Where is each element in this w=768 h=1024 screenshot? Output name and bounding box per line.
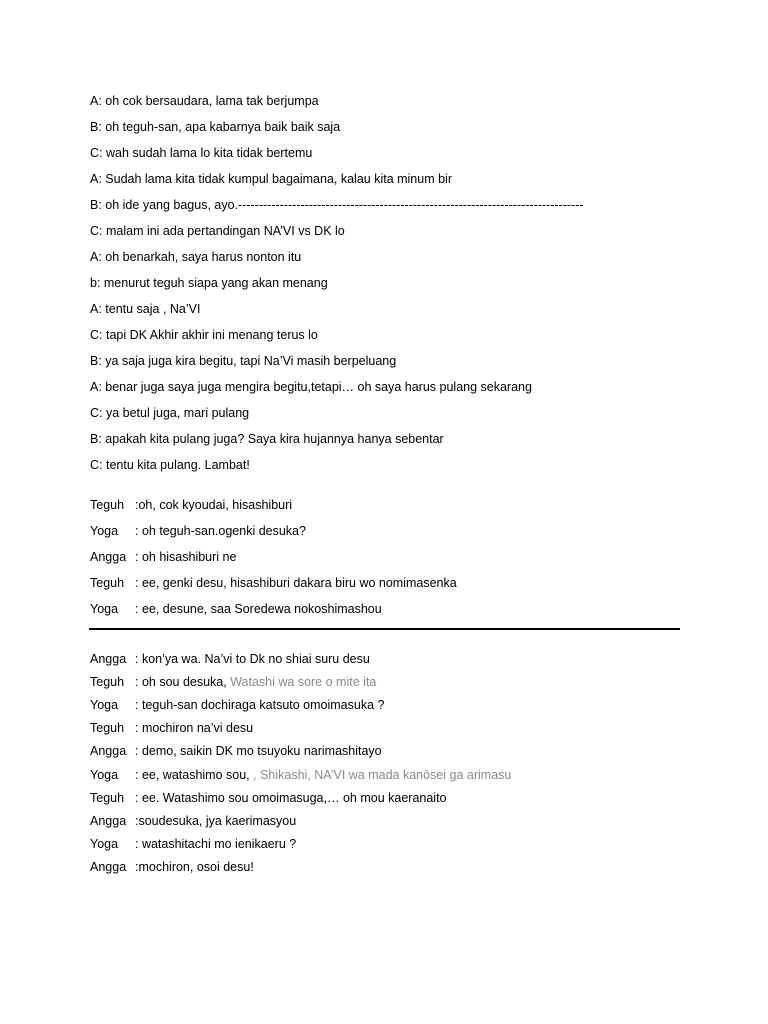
script-text: : ee, watashimo sou, [135, 768, 254, 782]
dialogue-line: A: oh benarkah, saya harus nonton itu [90, 250, 302, 264]
script-line [90, 767, 511, 783]
section-divider [89, 628, 680, 630]
speaker-name: Yoga [90, 698, 119, 712]
dialogue-line: C: malam ini ada pertandingan NA’VI vs DK lo [90, 224, 345, 238]
dialogue-line: B: oh ide yang bagus, ayo.----------------------------------------------------------------------------------- [90, 198, 584, 212]
script-line [90, 549, 236, 565]
speaker-name: Angga [90, 652, 127, 666]
speaker-name: Teguh [90, 498, 125, 512]
script-text: : oh hisashiburi ne [135, 550, 237, 564]
dialogue-line: C: tapi DK Akhir akhir ini menang terus lo [90, 328, 318, 342]
speaker-name: Yoga [90, 837, 119, 851]
dialogue-line: A: oh cok bersaudara, lama tak berjumpa [90, 94, 319, 108]
script-text: : ee, genki desu, hisashiburi dakara biru wo nomimasenka [135, 576, 457, 590]
script-text: : kon’ya wa. Na’vi to Dk no shiai suru desu [135, 652, 370, 666]
speaker-name: Angga [90, 814, 127, 828]
script-text: :mochiron, osoi desu! [135, 860, 254, 874]
speaker-name: Angga [90, 744, 127, 758]
dialogue-line: B: oh teguh-san, apa kabarnya baik baik saja [90, 120, 341, 134]
speaker-name: Teguh [90, 576, 125, 590]
speaker-name: Teguh [90, 675, 125, 689]
script-line [90, 813, 296, 829]
script-text: :soudesuka, jya kaerimasyou [135, 814, 297, 828]
dialogue-line: C: wah sudah lama lo kita tidak bertemu [90, 146, 313, 160]
script-line [90, 601, 382, 617]
script-text: : watashitachi mo ienikaeru ? [135, 837, 297, 851]
speaker-name: Yoga [90, 768, 119, 782]
speaker-name: Teguh [90, 721, 125, 735]
script-extra-text: Watashi wa sore o mite ita [230, 675, 377, 689]
script-line [90, 743, 382, 759]
script-line [90, 523, 306, 539]
script-text: : oh sou desuka, [135, 675, 231, 689]
script-line [90, 697, 384, 713]
speaker-name: Yoga [90, 524, 119, 538]
script-line [90, 836, 296, 852]
script-line [90, 790, 447, 806]
script-line [90, 720, 253, 736]
dialogue-line: A: benar juga saya juga mengira begitu,tetapi… oh saya harus pulang sekarang [90, 380, 532, 394]
dialogue-line: C: tentu kita pulang. Lambat! [90, 458, 250, 472]
dialogue-line: B: ya saja juga kira begitu, tapi Na’Vi masih berpeluang [90, 354, 397, 368]
script-text: : demo, saikin DK mo tsuyoku narimashitayo [135, 744, 382, 758]
script-text: : ee. Watashimo sou omoimasuga,… oh mou kaeranaito [135, 791, 447, 805]
script-line [90, 575, 457, 591]
speaker-name: Teguh [90, 791, 125, 805]
speaker-name: Angga [90, 860, 127, 874]
dialogue-line: A: tentu saja , Na’VI [90, 302, 201, 316]
speaker-name: Yoga [90, 602, 119, 616]
dialogue-line: B: apakah kita pulang juga? Saya kira hujannya hanya sebentar [90, 432, 444, 446]
dialogue-line: b: menurut teguh siapa yang akan menang [90, 276, 328, 290]
script-line [90, 859, 254, 875]
script-text: : mochiron na’vi desu [135, 721, 254, 735]
speaker-name: Angga [90, 550, 127, 564]
dialogue-line: A: Sudah lama kita tidak kumpul bagaimana, kalau kita minum bir [90, 172, 452, 186]
script-line [90, 674, 376, 690]
script-extra-text: , Shikashi, NA’VI wa mada kanōsei ga arimasu [253, 768, 512, 782]
script-text: : oh teguh-san.ogenki desuka? [135, 524, 306, 538]
script-text: : ee, desune, saa Soredewa nokoshimashou [135, 602, 382, 616]
dialogue-line: C: ya betul juga, mari pulang [90, 406, 250, 420]
script-line [90, 497, 292, 513]
script-text: :oh, cok kyoudai, hisashiburi [135, 498, 293, 512]
script-text: : teguh-san dochiraga katsuto omoimasuka ? [135, 698, 385, 712]
script-line [90, 651, 370, 667]
